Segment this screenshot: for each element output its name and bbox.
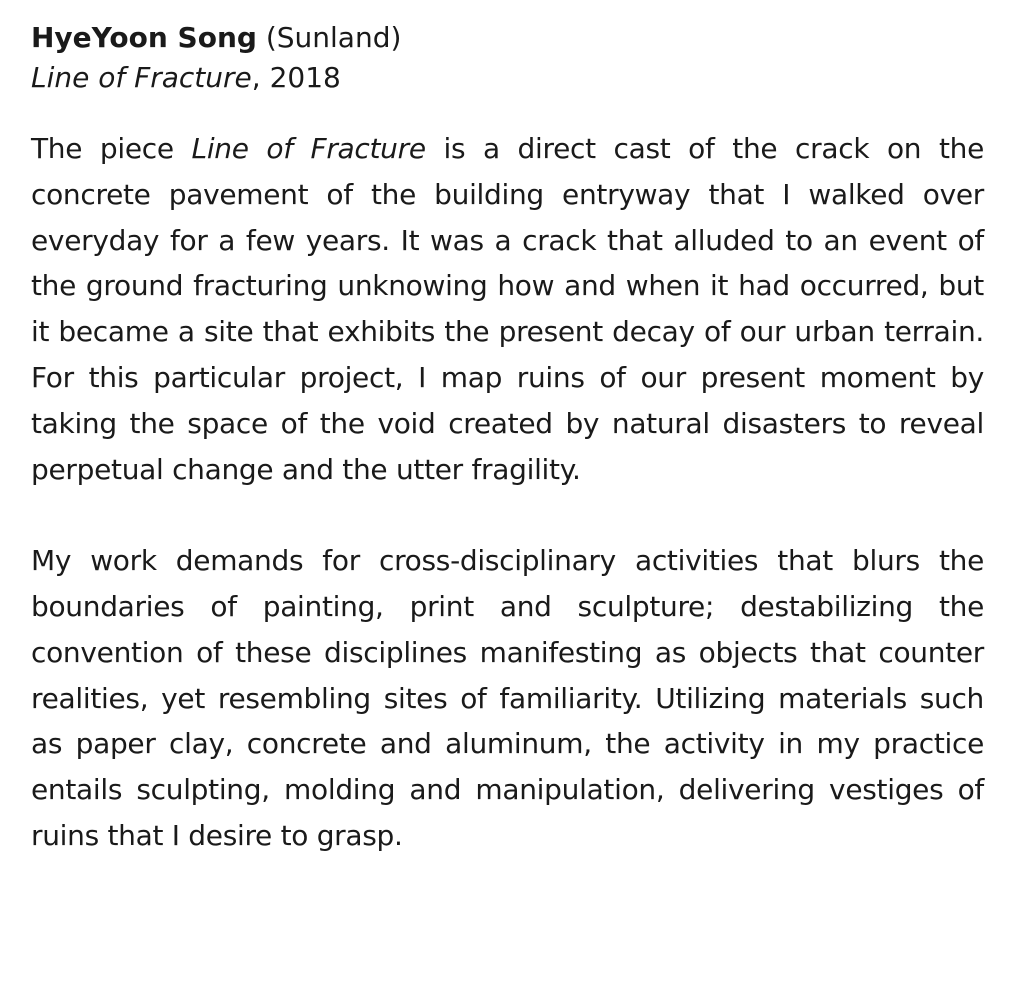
work-year: , 2018 — [251, 61, 341, 94]
paragraph-1-body: is a direct cast of the crack on the concrete pavement of the building entryway that I walked over everyday for a few years. It was a crack that alluded to an event of the ground fracturing unknowing how and when it had occurred, but it became a site that exhibits the present decay of our urban terrain. For this particular project, I map ruins of our present moment by taking the space of the void created by natural disasters to reveal perpetual change and the utter fragility. — [31, 132, 985, 486]
paragraph-1-lead: The piece — [31, 132, 192, 165]
artist-line — [31, 18, 984, 58]
work-line — [31, 58, 984, 98]
statement-paragraph-2: My work demands for cross-disciplinary activities that blurs the boundaries of painting, print and sculpture; destabilizing the convention of these disciplines manifesting as objects that counter realities, yet resembling sites of familiarity. Utilizing materials such as paper clay, concrete and aluminum, the activity in my practice entails sculpting, molding and manipulation, delivering vestiges of ruins that I desire to grasp. — [31, 544, 984, 852]
work-title: Line of Fracture — [31, 61, 252, 94]
artist-location: (Sunland) — [265, 21, 402, 54]
statement-paragraph-1 — [31, 126, 984, 492]
paragraph-1-title-ref: Line of Fracture — [191, 132, 426, 165]
artist-name: HyeYoon Song — [31, 21, 257, 54]
